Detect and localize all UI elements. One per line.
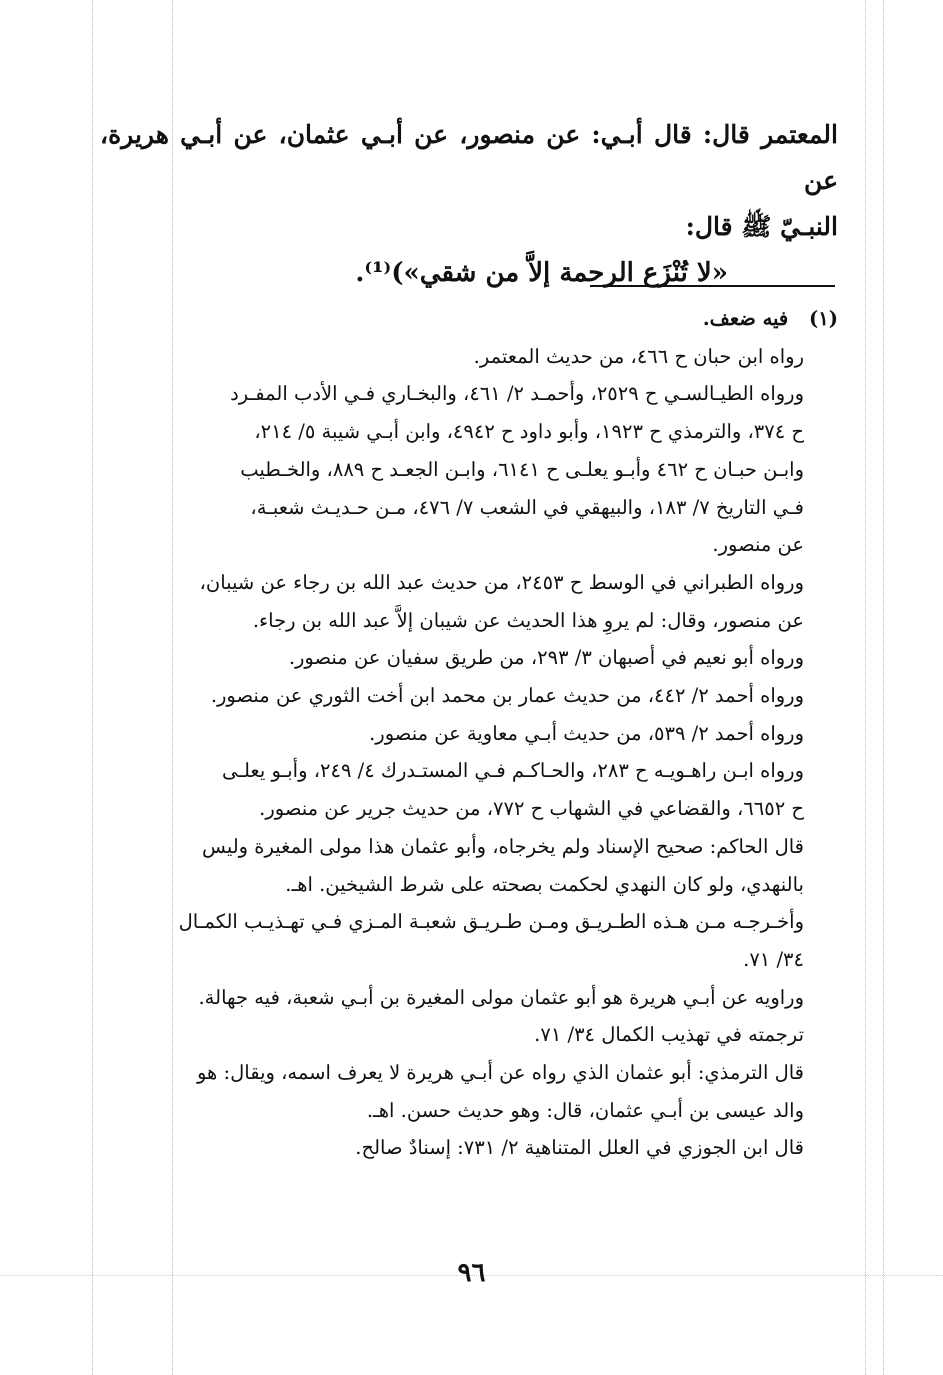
footnote-line: ورواه الطيـالسـي ح ٢٥٢٩، وأحمـد ٢/ ٤٦١، والبخـاري فـي الأدب المفـرد [230, 382, 804, 406]
footnote-line: ورواه ابـن راهـويـه ح ٢٨٣، والحـاكـم فـي المستـدرك ٤/ ٢٤٩، وأبـو يعلـى [222, 759, 804, 783]
scan-margin-line [865, 0, 866, 1375]
main-text-line: النبـيّ ﷺ قال: [685, 212, 838, 241]
footnote-line: ح ٣٧٤، والترمذي ح ١٩٢٣، وأبو داود ح ٤٩٤٢، وابن أبـي شيبة ٥/ ٢١٤، [254, 420, 804, 444]
footnote-line: ح ٦٦٥٢، والقضاعي في الشهاب ح ٧٧٢، من حديث جرير عن منصور. [259, 797, 804, 821]
footnote-heading [100, 300, 838, 338]
footnote-title: فيه ضعف. [702, 307, 789, 330]
footnote-number: (١) [809, 307, 838, 330]
footnote-line: ترجمته في تهذيب الكمال ٣٤/ ٧١. [534, 1023, 804, 1047]
footnote-line: ورواه أبو نعيم في أصبهان ٣/ ٢٩٣، من طريق سفيان عن منصور. [288, 646, 804, 670]
footnote-line: وراويه عن أبـي هريرة هو أبو عثمان مولى المغيرة بن أبـي شعبة، فيه جهالة. [198, 985, 804, 1009]
hadith-quote: «لا تُنْزَع الرحمة إلاَّ من شقي»)⁽¹⁾. [355, 258, 728, 288]
main-text [100, 112, 838, 296]
footnote-line: قال ابن الجوزي في العلل المتناهية ٢/ ٧٣١: إسنادٌ صالح. [355, 1136, 804, 1160]
footnote-line: عن منصور، وقال: لم يروِ هذا الحديث عن شيبان إلاَّ عبد الله بن رجاء. [252, 608, 804, 632]
scan-margin-line [92, 0, 93, 1375]
footnote-line: فـي التاريخ ٧/ ١٨٣، والبيهقي في الشعب ٧/ ٤٧٦، مـن حـديـث شعبـة، [250, 495, 804, 519]
footnote-line: قال الحاكم: صحيح الإسناد ولم يخرجاه، وأبو عثمان هذا مولى المغيرة وليس [202, 834, 804, 858]
footnote-line: عن منصور. [712, 533, 804, 557]
footnote-separator [590, 285, 835, 287]
footnote-line: ورواه أحمد ٢/ ٤٤٢، من حديث عمار بن محمد ابن أخت الثوري عن منصور. [210, 684, 804, 708]
footnote-line: رواه ابن حبان ح ٤٦٦، من حديث المعتمر. [473, 344, 804, 368]
page-number: ٩٦ [457, 1258, 486, 1288]
footnote-body [100, 338, 838, 1167]
footnote-line: وابـن حبـان ح ٤٦٢ وأبـو يعلـى ح ٦١٤١، وابـن الجعـد ح ٨٨٩، والخـطيب [240, 457, 804, 481]
footnote-line: وأخـرجـه مـن هـذه الطـريـق ومـن طـريـق شعبـة المـزي فـي تهـذيـب الكمـال [178, 910, 804, 934]
scan-margin-line [883, 0, 884, 1375]
footnote-line: والد عيسى بن أبـي عثمان، قال: وهو حديث حسن. اهـ. [366, 1098, 804, 1122]
footnote-line: ٣٤/ ٧١. [743, 947, 804, 971]
footnote-line: بالنهدي، ولو كان النهدي لحكمت بصحته على شرط الشيخين. اهـ. [285, 872, 804, 896]
footnotes [100, 300, 838, 1167]
footnote-line: قال الترمذي: أبو عثمان الذي رواه عن أبـي هريرة لا يعرف اسمه، ويقال: هو [196, 1061, 804, 1085]
footnote-line: ورواه الطبراني في الوسط ح ٢٤٥٣، من حديث عبد الله بن رجاء عن شيبان، [199, 570, 804, 594]
footnote-line: ورواه أحمد ٢/ ٥٣٩، من حديث أبـي معاوية عن منصور. [369, 721, 804, 745]
main-text-line: المعتمر قال: قال أبـي: عن منصور، عن أبـي عثمان، عن أبـي هريرة، عن [100, 120, 838, 195]
